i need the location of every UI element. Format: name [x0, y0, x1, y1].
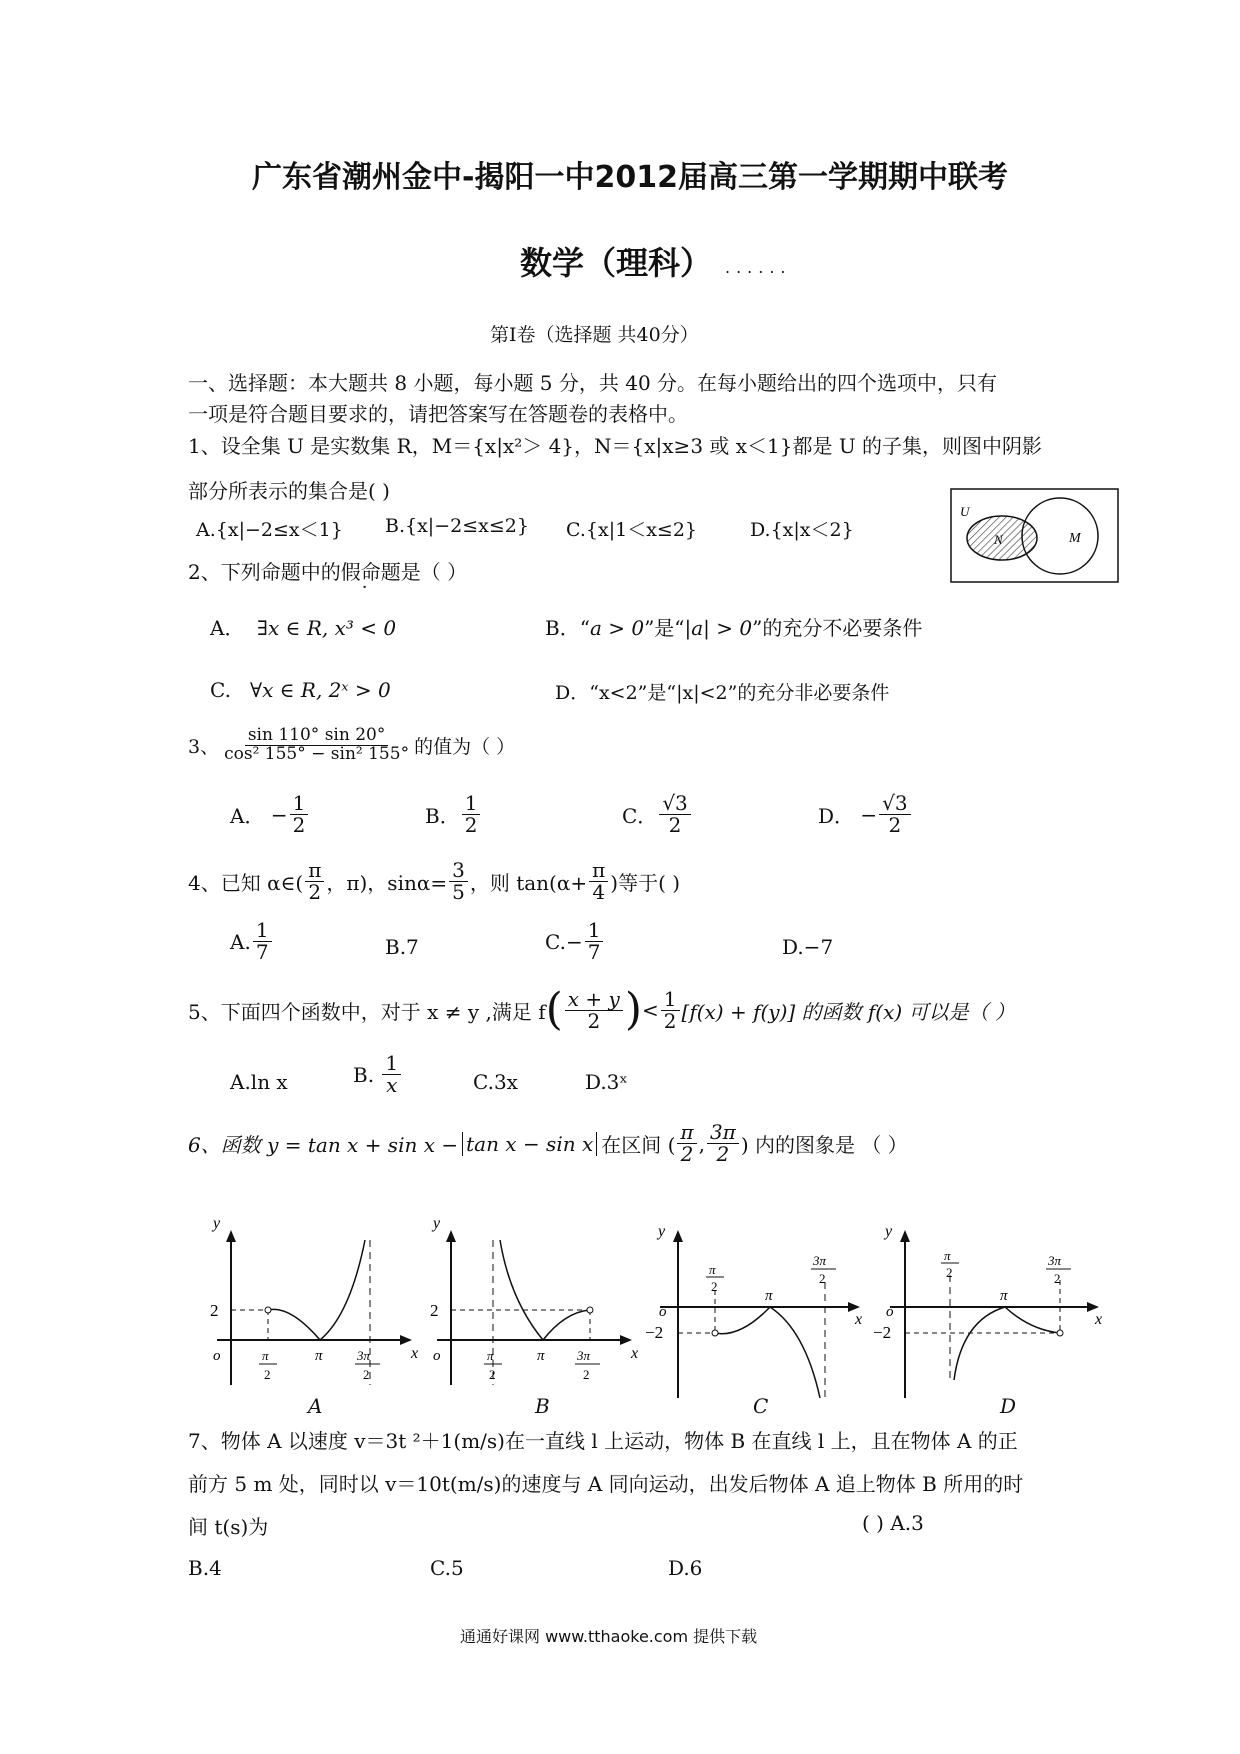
graph-d-3pi2-den: 2	[1054, 1271, 1061, 1286]
q5-option-a: A.ln x	[230, 1070, 288, 1094]
graph-a-origin: o	[213, 1348, 221, 1364]
q4-option-a: A. $\frac{1}{7}$	[230, 920, 274, 963]
graph-c-pi2-num: π	[709, 1262, 716, 1277]
q7-bracket-option-a: ( ) A.3	[862, 1511, 924, 1535]
q1-option-b: B.{x|−2≤x≤2}	[385, 515, 529, 537]
q2-suffix: 是（ ）	[400, 560, 468, 584]
venn-set-m	[1022, 498, 1098, 574]
graph-d-pi: π	[1000, 1288, 1008, 1304]
q2-prefix: 2、下列命题中的	[188, 560, 341, 584]
graph-c-x-label: x	[855, 1311, 863, 1328]
graph-a-y-label: y	[213, 1220, 221, 1232]
footer-source: 通通好课网 www.tthaoke.com 提供下载	[460, 1627, 758, 1646]
q1-option-a: A.{x|−2≤x＜1}	[196, 519, 343, 541]
graph-d-value-label: −2	[873, 1323, 892, 1342]
graph-c-y-label: y	[658, 1223, 666, 1240]
q4-option-c: C.− $\frac{1}{7}$	[545, 920, 605, 963]
graph-d-pi2-num: π	[944, 1248, 951, 1263]
q4-stem: 4、已知 α∈( $\frac{\pi}{2}$ ，π)，sinα= $\frac{3}{5}$ ，则 tan(α+ $\frac{\pi}{4}$ )等于( )	[188, 858, 681, 904]
q2-option-b: B．“a > 0”是“|a| > 0”的充分不必要条件	[545, 616, 923, 640]
graph-a-x-label: x	[411, 1345, 419, 1362]
venn-label-u: U	[960, 504, 970, 519]
subtitle-dots: ......	[725, 258, 792, 277]
instructions-line1: 一、选择题：本大题共 8 小题，每小题 5 分，共 40 分。在每小题给出的四个选项中，只有	[188, 371, 998, 395]
q2-stem	[188, 556, 467, 585]
q5-option-b: B. $\frac{1}{x}$	[353, 1053, 403, 1096]
q1-line1: 1、设全集 U 是实数集 R，M＝{x|x²＞ 4}，N＝{x|x≥3 或 x＜1}都是 U 的子集，则图中阴影	[188, 434, 1043, 458]
graph-d-caption: D	[1000, 1394, 1017, 1418]
graph-a-value-label: 2	[210, 1301, 219, 1320]
graph-d-curve	[954, 1307, 1060, 1380]
graph-c-pi: π	[765, 1288, 773, 1304]
graph-a-pi2-num: π	[262, 1348, 269, 1363]
section-heading: 第Ⅰ卷（选择题 共40分）	[490, 324, 699, 346]
q3-option-a: A． − $\frac{1}{2}$	[230, 793, 310, 836]
q1-option-c: C.{x|1＜x≤2}	[566, 519, 698, 541]
q7-line2: 前方 5 m 处，同时以 v＝10t(m/s)的速度与 A 同向运动，出发后物体 A 追上物体 B 所用的时	[188, 1472, 1024, 1496]
graph-c-pi2-den: 2	[711, 1279, 718, 1294]
q7-option-c: C.5	[430, 1556, 464, 1580]
q4-option-d: D.−7	[782, 935, 834, 959]
graph-c-curve	[715, 1307, 820, 1398]
graph-b	[425, 1220, 640, 1420]
graph-d-y-label: y	[885, 1223, 893, 1240]
graph-a-3pi2-den: 2	[363, 1367, 370, 1382]
graph-b-curve	[500, 1240, 590, 1340]
graph-b-x-label: x	[631, 1345, 639, 1362]
graph-b-3pi2-num: 3π	[577, 1348, 591, 1363]
q2-option-a: A． ∃x ∈ R, x³ < 0	[210, 616, 397, 640]
instructions-line2: 一项是符合题目要求的，请把答案写在答题卷的表格中。	[188, 402, 688, 426]
venn-label-m: M	[1069, 531, 1081, 546]
venn-label-n: N	[994, 532, 1003, 547]
graph-d-3pi2-num: 3π	[1048, 1253, 1062, 1268]
graph-b-y-label: y	[433, 1220, 441, 1232]
graph-b-pi: π	[537, 1348, 545, 1364]
q7-line3: 间 t(s)为	[188, 1515, 269, 1539]
q3-option-d: D． − $\frac{√3}{2}$	[818, 793, 913, 836]
q2-option-d: D．“x<2”是“|x|<2”的充分非必要条件	[555, 682, 890, 704]
q1-line2: 部分所表示的集合是( )	[188, 479, 390, 503]
graph-b-origin: o	[433, 1348, 441, 1364]
q7-option-d: D.6	[668, 1556, 703, 1580]
graph-b-value-label: 2	[430, 1301, 439, 1320]
graph-d-origin: o	[886, 1304, 894, 1320]
graph-c-3pi2-num: 3π	[813, 1253, 827, 1268]
exam-title: 广东省潮州金中-揭阳一中2012届高三第一学期期中联考	[252, 160, 1008, 195]
q6-abs: tan x − sin x	[462, 1132, 597, 1156]
q5-option-d: D.3ˣ	[585, 1070, 628, 1094]
graph-c	[645, 1220, 870, 1405]
graph-a-curve	[268, 1240, 365, 1340]
q3-option-b: B． $\frac{1}{2}$	[425, 793, 482, 836]
graph-c-origin: o	[659, 1304, 667, 1320]
q5-option-c: C.3x	[473, 1070, 518, 1094]
q3-option-c: C． $\frac{√3}{2}$	[622, 793, 693, 836]
q2-emphasis: 假命题	[340, 560, 401, 584]
q3-numerator: sin 110° sin 20°	[245, 727, 389, 746]
q3-suffix: 的值为（ ）	[414, 735, 516, 758]
q4-option-b: B.7	[385, 935, 419, 959]
graph-d-x-label: x	[1095, 1311, 1103, 1328]
graph-a-3pi2-num: 3π	[357, 1348, 371, 1363]
graph-a	[205, 1220, 420, 1420]
graph-b-caption: B	[535, 1394, 550, 1418]
graph-a-caption: A	[308, 1394, 323, 1418]
graph-c-3pi2-den: 2	[819, 1271, 826, 1286]
graph-b-3pi2-den: 2	[583, 1367, 590, 1382]
q5-stem: 5、下面四个函数中，对于 x ≠ y ,满足 f ( $\frac{x + y}{2}$ ) < $\frac{1}{2}$ [f(x) + f(y)] 的函数 f(x) 可以是（ ）	[188, 984, 1015, 1035]
q3-denominator: cos² 155° − sin² 155°	[224, 743, 410, 764]
q3-fraction	[221, 727, 412, 764]
q7-option-b: B.4	[188, 1556, 222, 1580]
venn-diagram	[950, 488, 1120, 584]
q7-line1: 7、物体 A 以速度 v＝3t ²＋1(m/s)在一直线 l 上运动，物体 B 在直线 l 上，且在物体 A 的正	[188, 1429, 1018, 1453]
q1-option-d: D.{x|x＜2}	[750, 519, 854, 541]
graph-a-pi2-den: 2	[264, 1367, 271, 1382]
q3-stem: 3、 $\frac{\sin 110^\circ \sin 20^\circ}{\text{cos² 155° − sin² 155°}}$ 的值为（ ）	[188, 725, 516, 764]
graph-d-pi2-den: 2	[946, 1265, 953, 1280]
graph-c-value-label: −2	[645, 1323, 664, 1342]
q6-stem: 6、函数 y = tan x + sin x − tan x − sin x 在区间 ( $\frac{\pi}{2}$ , $\frac{3\pi}{2}$ ) 内的图象是 （ ）	[188, 1120, 908, 1166]
graph-b-pi2-num: π	[487, 1348, 494, 1363]
q2-option-c: C. ∀x ∈ R, 2ˣ > 0	[210, 678, 391, 702]
graph-b-pi2-den: 2	[489, 1367, 496, 1382]
exam-subtitle: 数学（理科）	[520, 244, 713, 282]
graph-c-caption: C	[753, 1394, 769, 1418]
graph-a-pi: π	[315, 1348, 323, 1364]
graph-d	[870, 1220, 1110, 1405]
